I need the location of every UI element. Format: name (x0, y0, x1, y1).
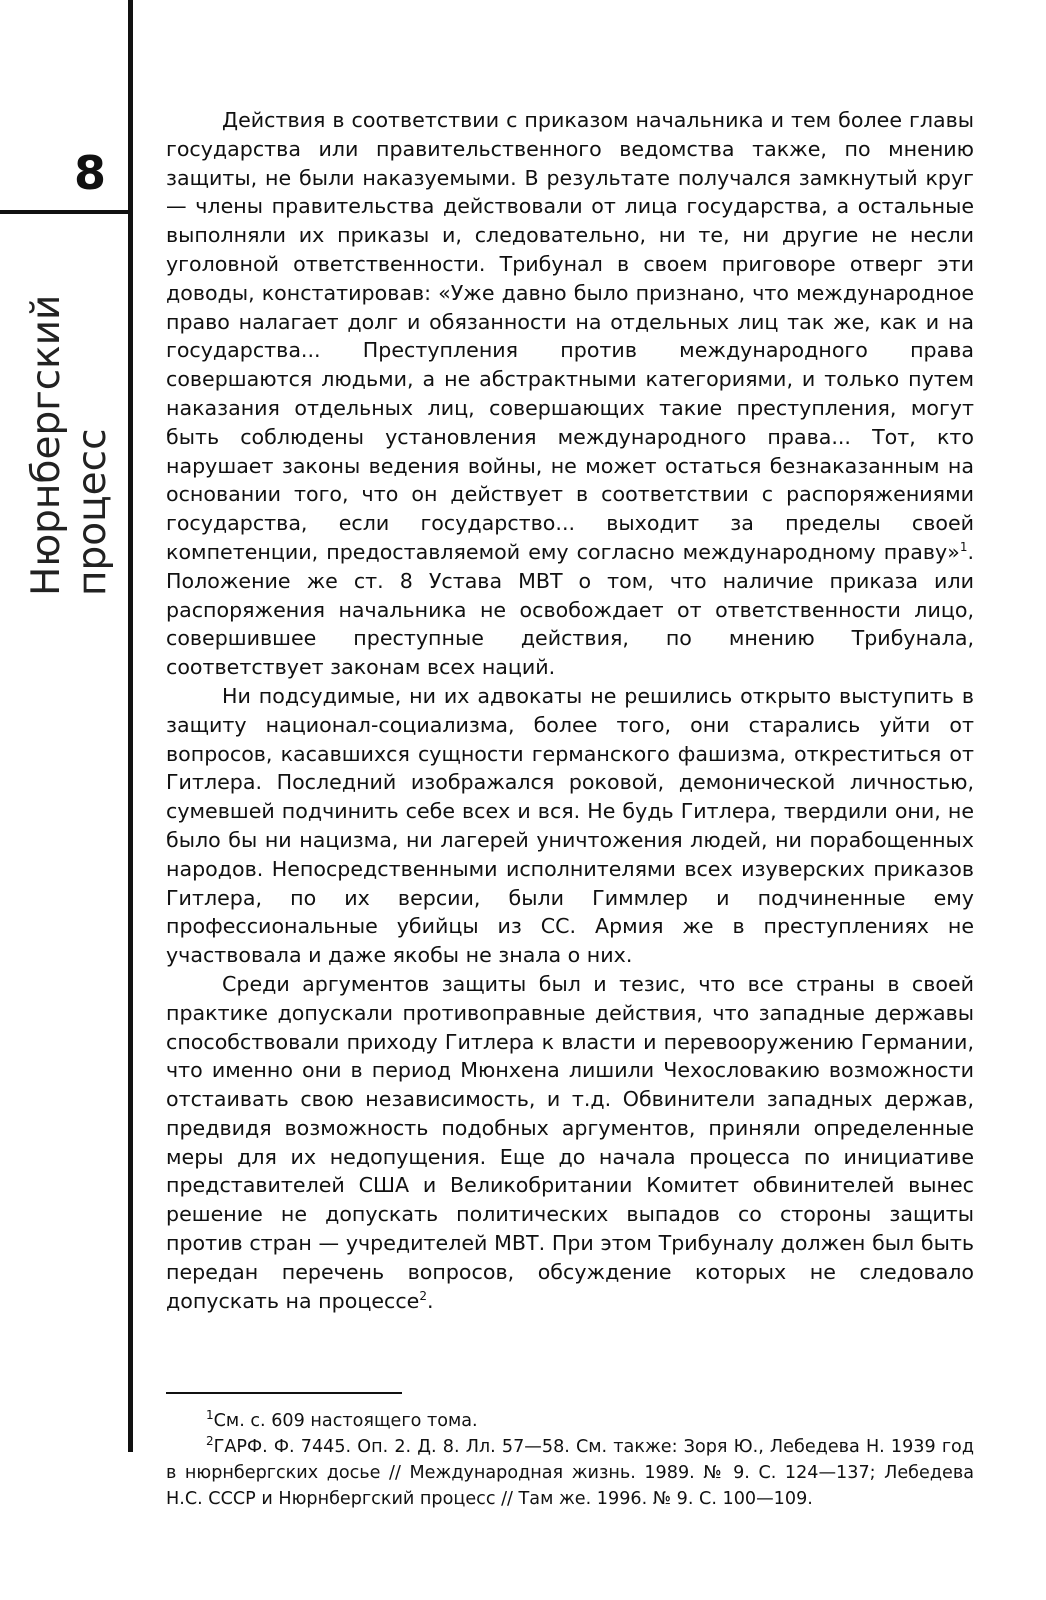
paragraph-3-text: Среди аргументов защиты был и тезис, что все страны в своей практике допускали противоправные действия, что западные державы способствовали приходу Гитлера к власти и перевооружению Германии, что именно они в период Мюнхена лишили Чехословакию возможности отстаивать свою независимость, и т.д. Обвинители западных держав, предвидя возможность подобных аргументов, приняли определенные меры для их недопущения. Еще до начала процесса по инициативе представителей США и Великобритании Комитет обвинителей вынес решение не допускать политических выпадов со стороны защиты против стран — учредителей МВТ. При этом Трибуналу должен был быть передан перечень вопросов, обсуждение которых не следовало допускать на процессе (166, 971, 974, 1313)
paragraph-1-text: Действия в соответствии с приказом начальника и тем более главы государства или правительственного ведомства также, по мнению защиты, не были наказуемыми. В результате получался замкнутый круг — члены правительства действовали от лица государства, а остальные выполняли их приказы и, следовательно, ни те, ни другие не несли уголовной ответственности. Трибунал в своем приговоре отверг эти доводы, констатировав: «Уже давно было признано, что международное право налагает долг и обязанности на отдельных лиц так же, как и на государства... Преступления против международного права совершаются людьми, а не абстрактными категориями, и только путем наказания отдельных лиц, совершающих такие преступления, могут быть соблюдены установления международного права... Тот, кто нарушает законы ведения войны, не может остаться безнаказанным на основании того, что он действует в соответствии с распоряжениями государства, если государство... выходит за пределы своей компетенции, предоставляемой ему согласно международному праву» (166, 108, 974, 564)
paragraph-1 (166, 106, 974, 682)
margin-vertical-rule (128, 0, 133, 1452)
footnote-1 (166, 1408, 974, 1434)
footnote-mark-2: 2 (206, 1434, 214, 1449)
chapter-number: 8 (73, 146, 106, 200)
main-text (166, 106, 974, 1315)
running-title-line-2: процесс (70, 428, 115, 596)
footnotes (166, 1408, 974, 1512)
footnote-mark-1: 1 (206, 1408, 214, 1423)
footnote-separator (166, 1392, 402, 1394)
footnote-2-text: ГАРФ. Ф. 7445. Оп. 2. Д. 8. Лл. 57—58. См. также: Зоря Ю., Лебедева Н. 1939 год в нюрнбергских досье // Международная жизнь. 1989. № 9. С. 124—137; Лебедева Н.С. СССР и Нюрнбергский процесс // Там же. 1996. № 9. С. 100—109. (166, 1437, 974, 1509)
paragraph-3-tail: . (426, 1288, 434, 1313)
paragraph-2-text: Ни подсудимые, ни их адвокаты не решились открыто выступить в защиту национал-социализма, более того, они старались уйти от вопросов, касавшихся сущности германского фашизма, откреститься от Гитлера. Последний изображался роковой, демонической личностью, сумевшей подчинить себе всех и вся. Не будь Гитлера, твердили они, не было бы ни нацизма, ни лагерей уничтожения людей, ни порабощенных народов. Непосредственными исполнителями всех изуверских приказов Гитлера, по их версии, были Гиммлер и подчиненные ему профессиональные убийцы из СС. Армия же в преступлениях не участвовала и даже якобы не знала о них. (166, 683, 974, 968)
running-title (24, 196, 116, 596)
paragraph-1-tail: . Положение же ст. 8 Устава МВТ о том, что наличие приказа или распоряжения начальника не освобождает от ответственности лицо, совершившее преступные действия, по мнению Трибунала, соответствует законам всех наций. (166, 539, 974, 680)
footnote-ref-2: 2 (419, 1288, 427, 1303)
footnote-2 (166, 1434, 974, 1512)
footnote-1-text: См. с. 609 настоящего тома. (213, 1411, 478, 1431)
running-title-line-1: Нюрнбергский (24, 294, 69, 596)
footnote-ref-1: 1 (959, 540, 968, 555)
paragraph-3 (166, 970, 974, 1316)
paragraph-2 (166, 682, 974, 970)
